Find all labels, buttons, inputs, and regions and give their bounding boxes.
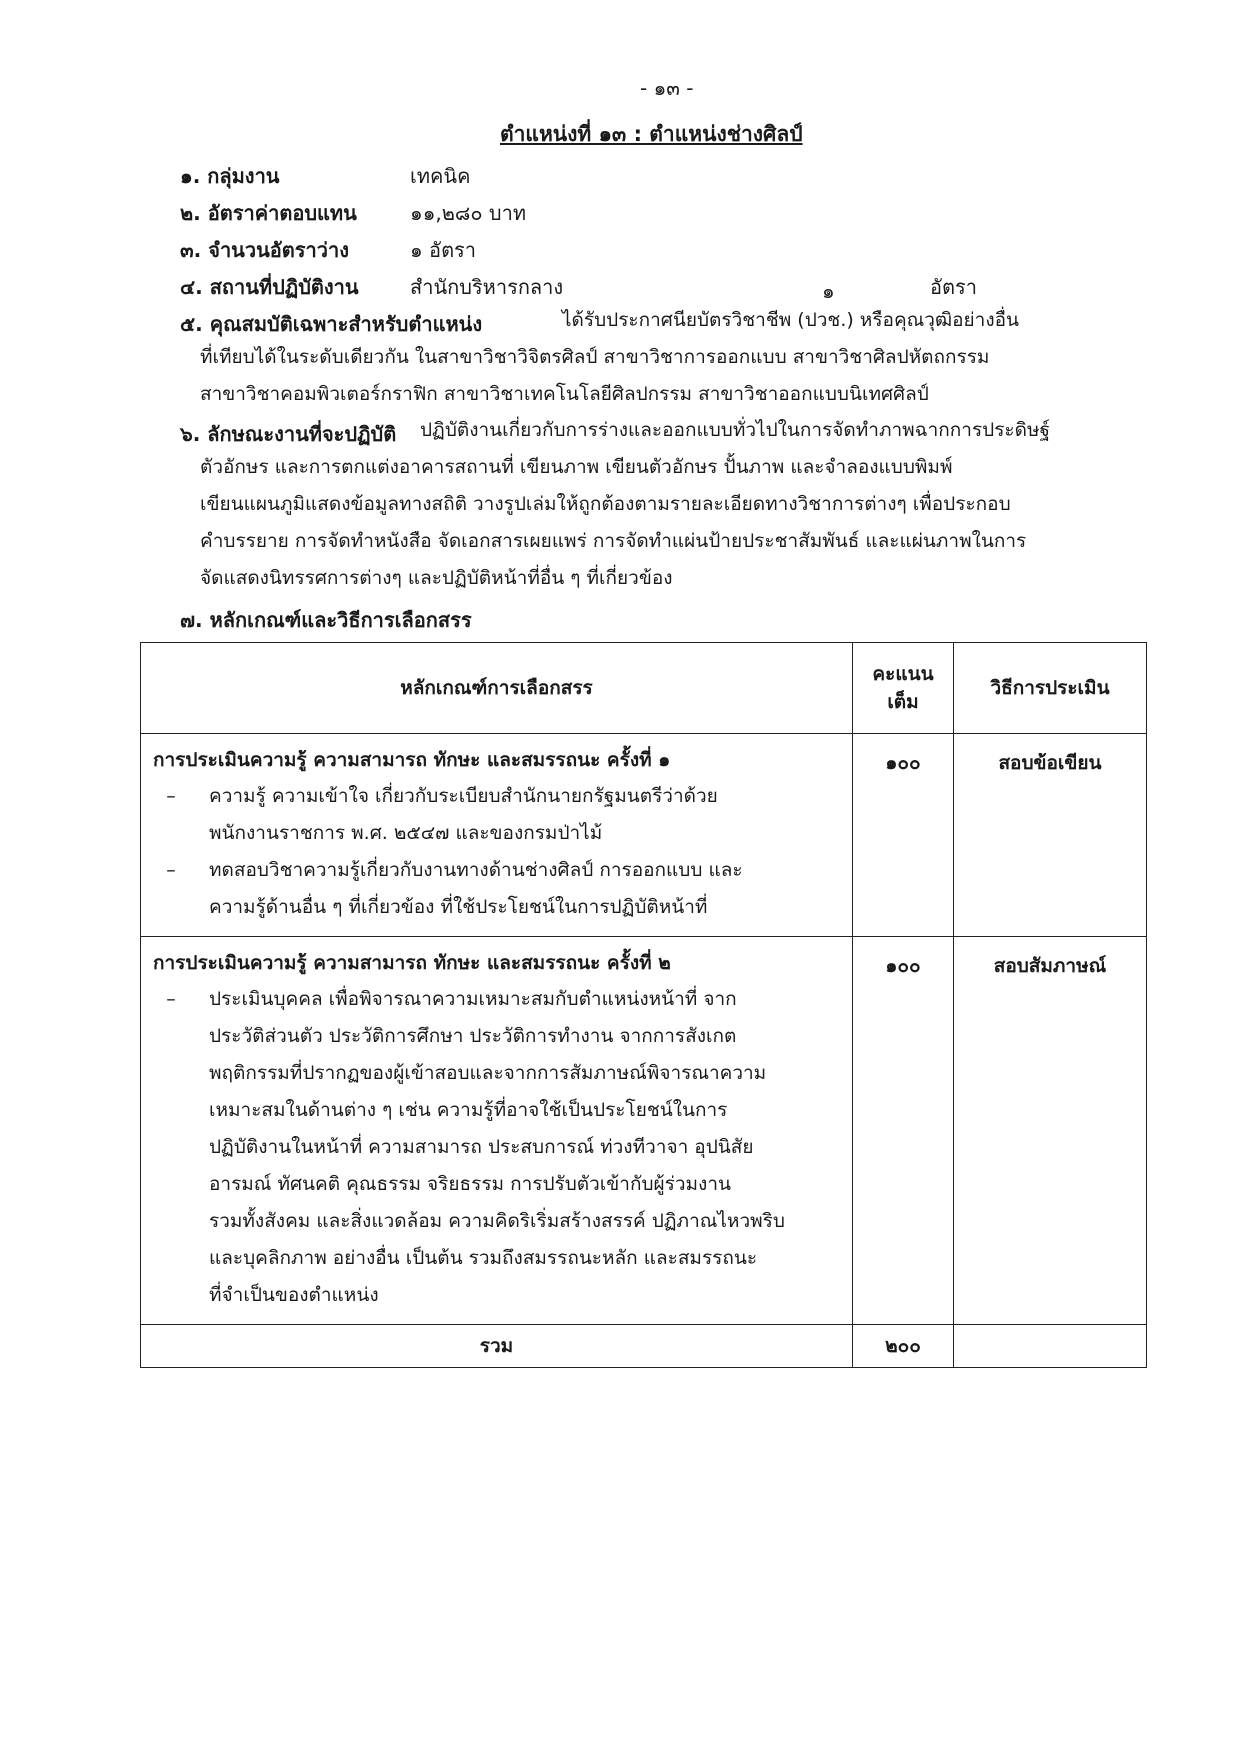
group-label: ๑. กลุ่มงาน [180, 164, 280, 188]
criteria-heading: การประเมินความรู้ ความสามารถ ทักษะ และสมรรถนะ ครั้งที่ ๑ [153, 749, 671, 771]
duties-label: ๖. ลักษณะงานที่จะปฏิบัติ [180, 422, 397, 446]
qualifications-label: ๕. คุณสมบัติเฉพาะสำหรับตำแหน่ง [180, 312, 483, 336]
qualifications-line-3: สาขาวิชาคอมพิวเตอร์กราฟิก สาขาวิชาเทคโนโลยีศิลปกรรม สาขาวิชาออกแบบนิเทศศิลป์ [200, 383, 929, 405]
bullet-line: รวมทั้งสังคม และสิ่งแวดล้อม ความคิดริเริ่มสร้างสรรค์ ปฏิภาณไหวพริบ [209, 1210, 785, 1232]
total-method-empty [954, 1325, 1147, 1368]
dash-bullet: – [166, 859, 176, 881]
duties-line-5: จัดแสดงนิทรรศการต่างๆ และปฏิบัติหน้าที่อื่น ๆ ที่เกี่ยวข้อง [200, 567, 673, 589]
bullet-line: ทดสอบวิชาความรู้เกี่ยวกับงานทางด้านช่างศิลป์ การออกแบบ และ [209, 859, 743, 881]
bullet-line: ประเมินบุคคล เพื่อพิจารณาความเหมาะสมกับตำแหน่งหน้าที่ จาก [209, 988, 737, 1010]
header-score [853, 643, 954, 734]
workplace-count: ๑ [822, 279, 835, 303]
bullet-line: ปฏิบัติงานในหน้าที่ ความสามารถ ประสบการณ์ ท่วงทีวาจา อุปนิสัย [209, 1136, 754, 1158]
list-item [153, 852, 842, 926]
bullet-line: เหมาะสมในด้านต่าง ๆ เช่น ความรู้ที่อาจใช้เป็นประโยชน์ในการ [209, 1099, 728, 1121]
duties-line-1: ปฏิบัติงานเกี่ยวกับการร่างและออกแบบทั่วไปในการจัดทำภาพฉากการประดิษฐ์ [420, 419, 1050, 441]
workplace-label: ๔. สถานที่ปฏิบัติงาน [180, 275, 359, 299]
list-item [153, 981, 842, 1314]
selection-heading: ๗. หลักเกณฑ์และวิธีการเลือกสรร [180, 608, 472, 632]
workplace-unit: อัตรา [930, 275, 977, 299]
dash-bullet: – [166, 785, 176, 807]
total-label: รวม [141, 1325, 853, 1368]
criteria-cell [141, 937, 853, 1325]
score-cell: ๑๐๐ [853, 734, 954, 937]
bullet-line: ความรู้ ความเข้าใจ เกี่ยวกับระเบียบสำนักนายกรัฐมนตรีว่าด้วย [209, 785, 718, 807]
qualifications-line-2: ที่เทียบได้ในระดับเดียวกัน ในสาขาวิชาวิจิตรศิลป์ สาขาวิชาการออกแบบ สาขาวิชาศิลปหัตถกรรม [200, 346, 990, 368]
criteria-heading: การประเมินความรู้ ความสามารถ ทักษะ และสมรรถนะ ครั้งที่ ๒ [153, 952, 671, 974]
header-method: วิธีการประเมิน [954, 643, 1147, 734]
total-score: ๒๐๐ [853, 1325, 954, 1368]
bullet-line: ประวัติส่วนตัว ประวัติการศึกษา ประวัติการทำงาน จากการสังเกต [209, 1025, 737, 1047]
bullet-line: ความรู้ด้านอื่น ๆ ที่เกี่ยวข้อง ที่ใช้ประโยชน์ในการปฏิบัติหน้าที่ [209, 896, 708, 918]
method-cell: สอบข้อเขียน [954, 734, 1147, 937]
page-number: - ๑๓ - [640, 76, 694, 100]
criteria-cell [141, 734, 853, 937]
duties-line-4: คำบรรยาย การจัดทำหนังสือ จัดเอกสารเผยแพร่ การจัดทำแผ่นป้ายประชาสัมพันธ์ และแผ่นภาพในการ [200, 530, 1027, 552]
bullet-line: อารมณ์ ทัศนคติ คุณธรรม จริยธรรม การปรับตัวเข้ากับผู้ร่วมงาน [209, 1173, 731, 1195]
header-criteria: หลักเกณฑ์การเลือกสรร [141, 643, 853, 734]
group-value: เทคนิค [410, 164, 471, 188]
header-score-line-2: เต็ม [887, 691, 919, 713]
bullet-line: ที่จำเป็นของตำแหน่ง [209, 1284, 379, 1306]
bullet-line: พฤติกรรมที่ปรากฏของผู้เข้าสอบและจากการสัมภาษณ์พิจารณาความ [209, 1062, 767, 1084]
bullet-line: และบุคลิกภาพ อย่างอื่น เป็นต้น รวมถึงสมรรถนะหลัก และสมรรถนะ [209, 1247, 758, 1269]
header-score-line-1: คะแนน [872, 663, 934, 685]
table-header-row [141, 643, 1147, 734]
qualifications-line-1: ได้รับประกาศนียบัตรวิชาชีพ (ปวช.) หรือคุณวุฒิอย่างอื่น [562, 309, 1020, 331]
vacancies-value: ๑ อัตรา [410, 238, 477, 262]
list-item [153, 778, 842, 852]
method-cell: สอบสัมภาษณ์ [954, 937, 1147, 1325]
page-title: ตำแหน่งที่ ๑๓ : ตำแหน่งช่างศิลป์ [500, 122, 803, 146]
table-row [141, 937, 1147, 1325]
pay-value: ๑๑,๒๘๐ บาท [410, 201, 527, 225]
dash-bullet: – [166, 988, 176, 1010]
table-row [141, 734, 1147, 937]
bullet-line: พนักงานราชการ พ.ศ. ๒๕๔๗ และของกรมป่าไม้ [209, 822, 603, 844]
duties-line-3: เขียนแผนภูมิแสดงข้อมูลทางสถิติ วางรูปเล่มให้ถูกต้องตามรายละเอียดทางวิชาการต่างๆ เพื่อประกอบ [200, 493, 1011, 515]
criteria-table [140, 642, 1147, 1368]
pay-label: ๒. อัตราค่าตอบแทน [180, 201, 357, 225]
duties-line-2: ตัวอักษร และการตกแต่งอาคารสถานที่ เขียนภาพ เขียนตัวอักษร ปั้นภาพ และจำลองแบบพิมพ์ [200, 456, 953, 478]
total-row [141, 1325, 1147, 1368]
vacancies-label: ๓. จำนวนอัตราว่าง [180, 238, 349, 262]
score-cell: ๑๐๐ [853, 937, 954, 1325]
workplace-value: สำนักบริหารกลาง [410, 275, 564, 299]
